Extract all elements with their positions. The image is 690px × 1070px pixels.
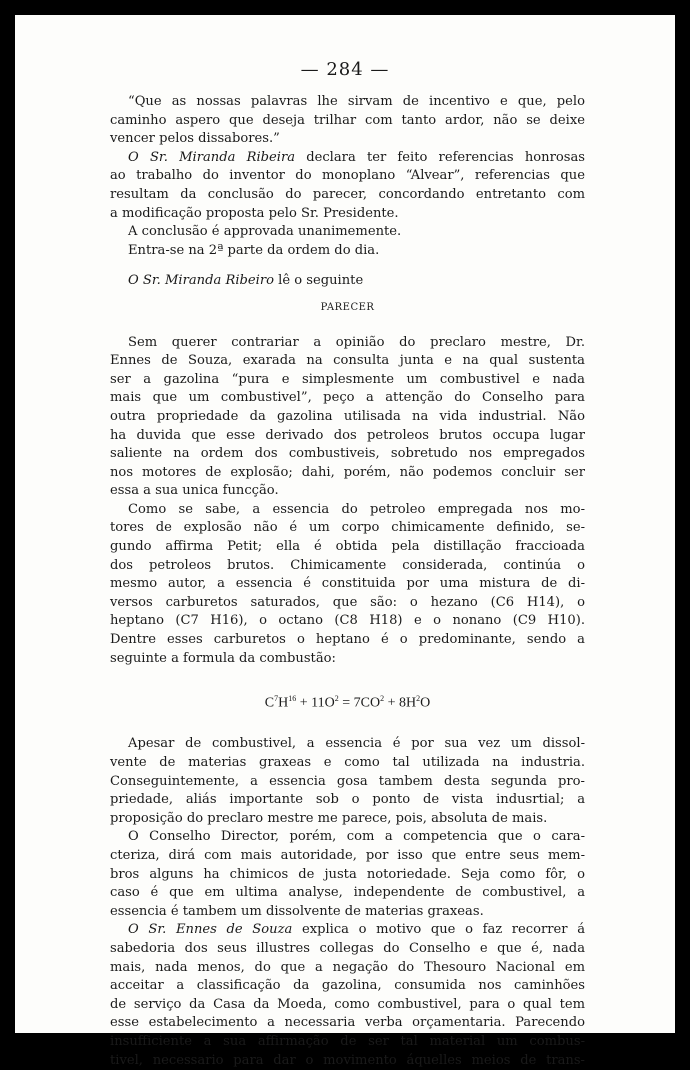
text-line: mesmo autor, a essencia é constituida por uma mistura de di- (110, 576, 585, 592)
text-line: essencia é tambem um dissolvente de materias graxeas. (110, 903, 484, 919)
paragraph-conclusao (110, 223, 585, 242)
text-line: ao trabalho do inventor do monoplano “Alvear”, referencias que (110, 168, 585, 184)
text-line: Apesar de combustivel, a essencia é por sua vez um dissol- (128, 736, 585, 752)
paragraph-parecer-1 (110, 334, 585, 501)
text-line: bros alguns ha chimicos de justa notoriedade. Seja como fôr, o (110, 866, 585, 882)
formula-exp: 16 (288, 694, 297, 704)
section-heading: PARECER (320, 301, 375, 313)
text-line (110, 272, 585, 291)
formula-part: + 8H (384, 695, 417, 711)
formula-exp: 7 (274, 694, 279, 704)
text-line: essa a sua unica funcção. (110, 483, 279, 499)
paragraph-le-seguinte (110, 272, 585, 291)
paragraph-closing-2 (110, 828, 585, 921)
text-run: declara ter feito referencias honrosas (295, 149, 585, 165)
text-run: lê o seguinte (273, 273, 364, 289)
formula-exp: 2 (334, 694, 339, 704)
text-line: Ennes de Souza, exarada na consulta junta e na qual sustenta (110, 353, 585, 369)
text-line: de serviço da Casa da Moeda, como combustivel, para o qual tem (110, 996, 585, 1012)
paragraph-parecer-2 (110, 501, 585, 668)
formula-part: = 7CO (338, 695, 381, 711)
text-line: ha duvida que esse derivado dos petroleos brutos occupa lugar (110, 427, 585, 443)
text-line: mais que um combustivel”, peço a attenção do Conselho para (110, 390, 585, 406)
text-line: vencer pelos dissabores.” (110, 131, 280, 147)
text-line: a modificação proposta pelo Sr. Presidente. (110, 205, 399, 221)
paragraph-miranda-declara (110, 149, 585, 223)
text-line: Conseguintemente, a essencia gosa tambem desta segunda pro- (110, 773, 585, 789)
text-line: ser a gazolina “pura e simplesmente um combustivel e nada (110, 371, 585, 387)
text-line: gundo affirma Petit; ella é obtida pela distillação fraccioada (110, 539, 585, 555)
text-line: O Conselho Director, porém, com a competencia que o cara- (128, 829, 585, 845)
formula-part: + 11O (296, 695, 335, 711)
combustion-formula (110, 690, 585, 713)
text-line: cteriza, dirá com mais autoridade, por isso que entre seus mem- (110, 848, 585, 864)
formula-part: O (420, 695, 431, 711)
text-line (110, 149, 585, 168)
text-line: versos carburetos saturados, que são: o hezano (C6 H14), o (110, 594, 585, 610)
speaker-name: O Sr. Ennes de Souza (128, 922, 293, 938)
text-line: “Que as nossas palavras lhe sirvam de incentivo e que, pelo (128, 94, 585, 109)
text-line: outra propriedade da gazolina utilisada na vida industrial. Não (110, 408, 585, 424)
paragraph-ennes-explica (110, 921, 585, 1070)
formula-part: H (278, 695, 289, 711)
text-line: caminho aspero que deseja trilhar com tanto ardor, não se deixe (110, 112, 585, 128)
formula-part: C (264, 695, 275, 711)
paragraph-ordem (110, 242, 585, 261)
text-line: vente de materias graxeas e como tal utilizada na industria. (110, 755, 585, 771)
formula-exp: 2 (416, 694, 421, 704)
text-line: acceitar a classificação da gazolina, consumida nos caminhões (110, 978, 585, 994)
text-line: heptano (C7 H16), o octano (C8 H18) e o nonano (C9 H10). (110, 613, 585, 629)
spacer (110, 260, 585, 272)
text-line: priedade, aliás importante sob o ponto de vista indusrtial; a (110, 792, 585, 808)
text-line: tores de explosão não é um corpo chimicamente definido, se- (110, 520, 585, 536)
text-line: A conclusão é approvada unanimemente. (128, 224, 402, 240)
text-line: mais, nada menos, do que a negação do Thesouro Nacional em (110, 959, 585, 975)
text-line: sabedoria dos seus illustres collegas do Conselho e que é, nada (110, 941, 585, 956)
page-number: — 284 — (300, 59, 390, 80)
text-line: resultam da conclusão do parecer, concordando entretanto com (110, 186, 585, 202)
text-run: explica o motivo que o faz recorrer á (292, 922, 586, 938)
text-body (110, 93, 585, 1070)
speaker-name: O Sr. Miranda Ribeira (128, 149, 296, 165)
text-line: Entra-se na 2ª parte da ordem do dia. (128, 242, 380, 258)
text-line: Sem querer contrariar a opinião do preclaro mestre, Dr. (128, 334, 585, 350)
text-line: esse estabelecimento a necessaria verba orçamentaria. Parecendo (110, 1015, 585, 1031)
text-line: saliente na ordem dos combustiveis, sobretudo nos empregados (110, 446, 585, 462)
paragraph-closing-1 (110, 735, 585, 828)
speaker-name: O Sr. Miranda Ribeiro (128, 273, 274, 289)
text-line: proposição do preclaro mestre me parece, pois, absoluta de mais. (110, 810, 548, 826)
scanned-page (15, 15, 675, 1068)
text-line: dos petroleos brutos. Chimicamente considerada, continúa o (110, 557, 585, 573)
paragraph-quote (110, 93, 585, 149)
text-line: Dentre esses carburetos o heptano é o predominante, sendo a (110, 632, 585, 648)
text-line: seguinte a formula da combustão: (110, 650, 336, 666)
formula-exp: 2 (380, 694, 385, 704)
text-line: nos motores de explosão; dahi, porém, não podemos concluir ser (110, 464, 585, 480)
text-line: caso é que em ultima analyse, independente de combustivel, a (110, 885, 585, 901)
text-line: Como se sabe, a essencia do petroleo empregada nos mo- (128, 501, 585, 517)
text-line (110, 921, 585, 940)
text-line: tivel, necessario para dar o movimento áquelles meios de trans- (110, 1052, 585, 1068)
text-line: insufficiente a sua affirmação de ser tal material um combus- (110, 1033, 585, 1049)
